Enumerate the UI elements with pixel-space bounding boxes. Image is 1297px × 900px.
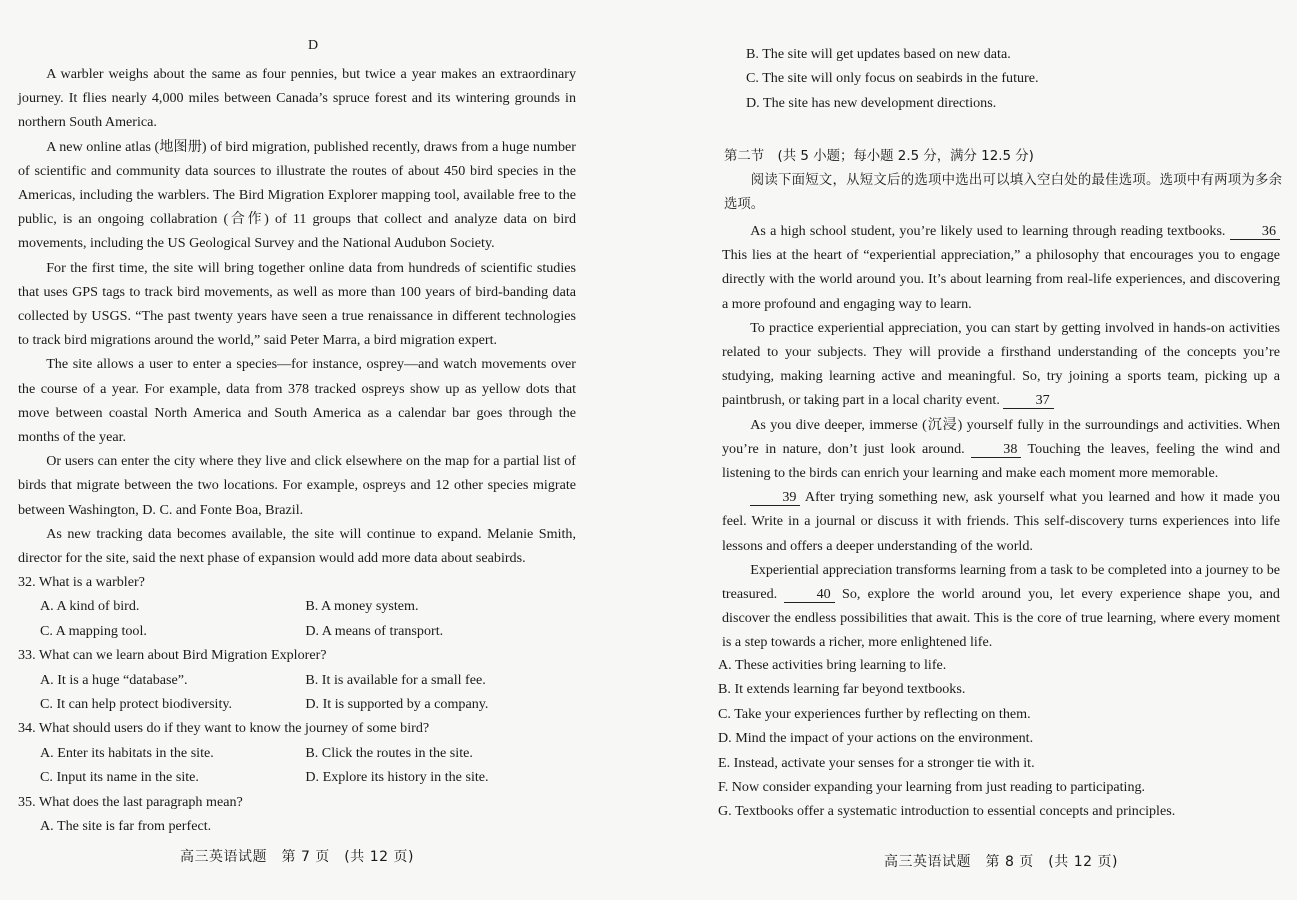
question-stem: 33. What can we learn about Bird Migration Explorer? xyxy=(18,647,327,664)
section-title: 第二节 (共 5 小题；每小题 2.5 分，满分 12.5 分) xyxy=(724,149,1034,164)
option: C. A mapping tool. xyxy=(40,622,147,639)
option: A. Enter its habitats in the site. xyxy=(40,744,214,761)
paragraph: The site allows a user to enter a species—for instance, osprey—and watch movements over the course of a year. For example, data from 378 tracked ospreys show up as yellow dots that move between coastal North America and South America as a calendar bar goes through the months of the year. xyxy=(18,356,576,446)
option: B. Click the routes in the site. xyxy=(305,744,473,761)
question-stem: 35. What does the last paragraph mean? xyxy=(18,793,243,810)
paragraph: Or users can enter the city where they live and click elsewhere on the map for a partial list of birds that migrate between the two locations. For example, ospreys and 12 other species migrate between Washington, D. C. and Fonte Boa, Brazil. xyxy=(18,453,576,518)
paragraph: As new tracking data becomes available, the site will continue to expand. Melanie Smith, director for the site, said the next phase of expansion would add more data about seabirds. xyxy=(18,525,576,567)
choice-item: G. Textbooks offer a systematic introduction to essential concepts and principles. xyxy=(718,803,1176,820)
page-footer: 高三英语试题 第 7 页 (共 12 页) xyxy=(180,849,414,865)
paragraph: A warbler weighs about the same as four pennies, but twice a year makes an extraordinary journey. It flies nearly 4,000 miles between Canada’s spruce forest and its wintering grounds in northern South America. xyxy=(18,66,576,131)
instructions: 阅读下面短文，从短文后的选项中选出可以填入空白处的最佳选项。选项中有两项为多余选项。 xyxy=(724,173,1282,212)
option: B. A money system. xyxy=(305,598,419,615)
option: A. A kind of bird. xyxy=(40,598,140,615)
paragraph: 39 After trying something new, ask yourself what you learned and how it made you feel. Write in a journal or discuss it with friends. This self-discovery turns experiences into life lessons and offers a deeper understanding of the world. xyxy=(722,489,1280,554)
paragraph: Experiential appreciation transforms learning from a task to be completed into a journey to be treasured. 40 So, explore the world around you, let every experience shape you, and discover the endless possibilities that await. This is the core of true learning, where every moment is a step towards a richer, more enlightened life. xyxy=(722,561,1280,651)
option: C. Input its name in the site. xyxy=(40,769,199,786)
option: B. The site will get updates based on new data. xyxy=(746,46,1011,62)
choice-item: E. Instead, activate your senses for a stronger tie with it. xyxy=(718,754,1035,771)
blank-40: 40 xyxy=(784,586,834,603)
option: A. The site is far from perfect. xyxy=(40,818,212,835)
right-page xyxy=(718,0,1282,900)
q35-continued-options xyxy=(724,42,1282,115)
left-page xyxy=(18,0,578,900)
choice-item: B. It extends learning far beyond textbooks. xyxy=(718,681,966,698)
passage-d xyxy=(18,62,576,570)
section-two xyxy=(724,145,1282,217)
option: D. A means of transport. xyxy=(305,622,444,639)
blank-36: 36 xyxy=(1230,223,1280,240)
option: D. It is supported by a company. xyxy=(305,696,489,713)
paragraph: As you dive deeper, immerse (沉浸) yourself fully in the surroundings and activities. When you’re in nature, don’t just look around. 38 Touching the leaves, feeling the wind and listening to the birds can enrich your learning and make each moment more memorable. xyxy=(722,416,1280,482)
blank-39: 39 xyxy=(750,489,800,506)
blank-37: 37 xyxy=(1003,392,1053,409)
question-options xyxy=(18,814,576,838)
passage-heading: D xyxy=(307,38,319,53)
choice-item: D. Mind the impact of your actions on the environment. xyxy=(718,730,1034,747)
choice-item: A. These activities bring learning to life. xyxy=(718,657,947,673)
paragraph: A new online atlas (地图册) of bird migration, published recently, draws from a huge number of scientific and community data sources to illustrate the routes of about 450 bird species in the Americas, including the warblers. The Bird Migration Explorer mapping tool, available free to the public, is an ongoing collabration (合作) of 11 groups that collect and analyze data on bird movements, including the US Geological Survey and the National Audubon Society. xyxy=(18,138,576,252)
blank-38: 38 xyxy=(971,441,1021,458)
choice-item: C. Take your experiences further by reflecting on them. xyxy=(718,705,1031,722)
option: B. It is available for a small fee. xyxy=(305,671,486,688)
questions xyxy=(18,570,576,838)
question-stem: 34. What should users do if they want to know the journey of some bird? xyxy=(18,720,430,737)
option: C. The site will only focus on seabirds in the future. xyxy=(746,70,1039,87)
choice-list xyxy=(718,653,1276,824)
paragraph: For the first time, the site will bring together online data from hundreds of scientific studies that uses GPS tags to track bird movements, as well as more than 100 years of bird-banding data collected by USGS. “The past twenty years have seen a true renaissance in different technologies to track bird migrations around the world,” said Peter Marra, a bird migration expert. xyxy=(18,259,576,349)
paragraph: As a high school student, you’re likely used to learning through reading textbooks. 36 This lies at the heart of “experiential appreciation,” a philosophy that encourages you to engage directly with the world around you. It’s about learning from real-life experiences, and discovering a more profound and engaging way to learn. xyxy=(722,223,1280,312)
page-footer: 高三英语试题 第 8 页 (共 12 页) xyxy=(884,854,1118,870)
question-stem: 32. What is a warbler? xyxy=(18,574,145,590)
cloze-passage xyxy=(722,219,1280,655)
paragraph: To practice experiential appreciation, you can start by getting involved in hands-on activities related to your subjects. They will provide a firsthand understanding of the concepts you’re studying, making learning active and meaningful. So, try joining a sports team, picking up a paintbrush, or taking part in a local charity event. 37 xyxy=(722,319,1280,409)
option: D. Explore its history in the site. xyxy=(305,769,489,786)
question-options xyxy=(18,668,576,717)
question-options xyxy=(18,594,576,643)
choice-item: F. Now consider expanding your learning from just reading to participating. xyxy=(718,779,1146,796)
question-options xyxy=(18,741,576,790)
option: C. It can help protect biodiversity. xyxy=(40,696,233,713)
option: A. It is a huge “database”. xyxy=(40,671,188,688)
option: D. The site has new development directions. xyxy=(746,94,997,111)
